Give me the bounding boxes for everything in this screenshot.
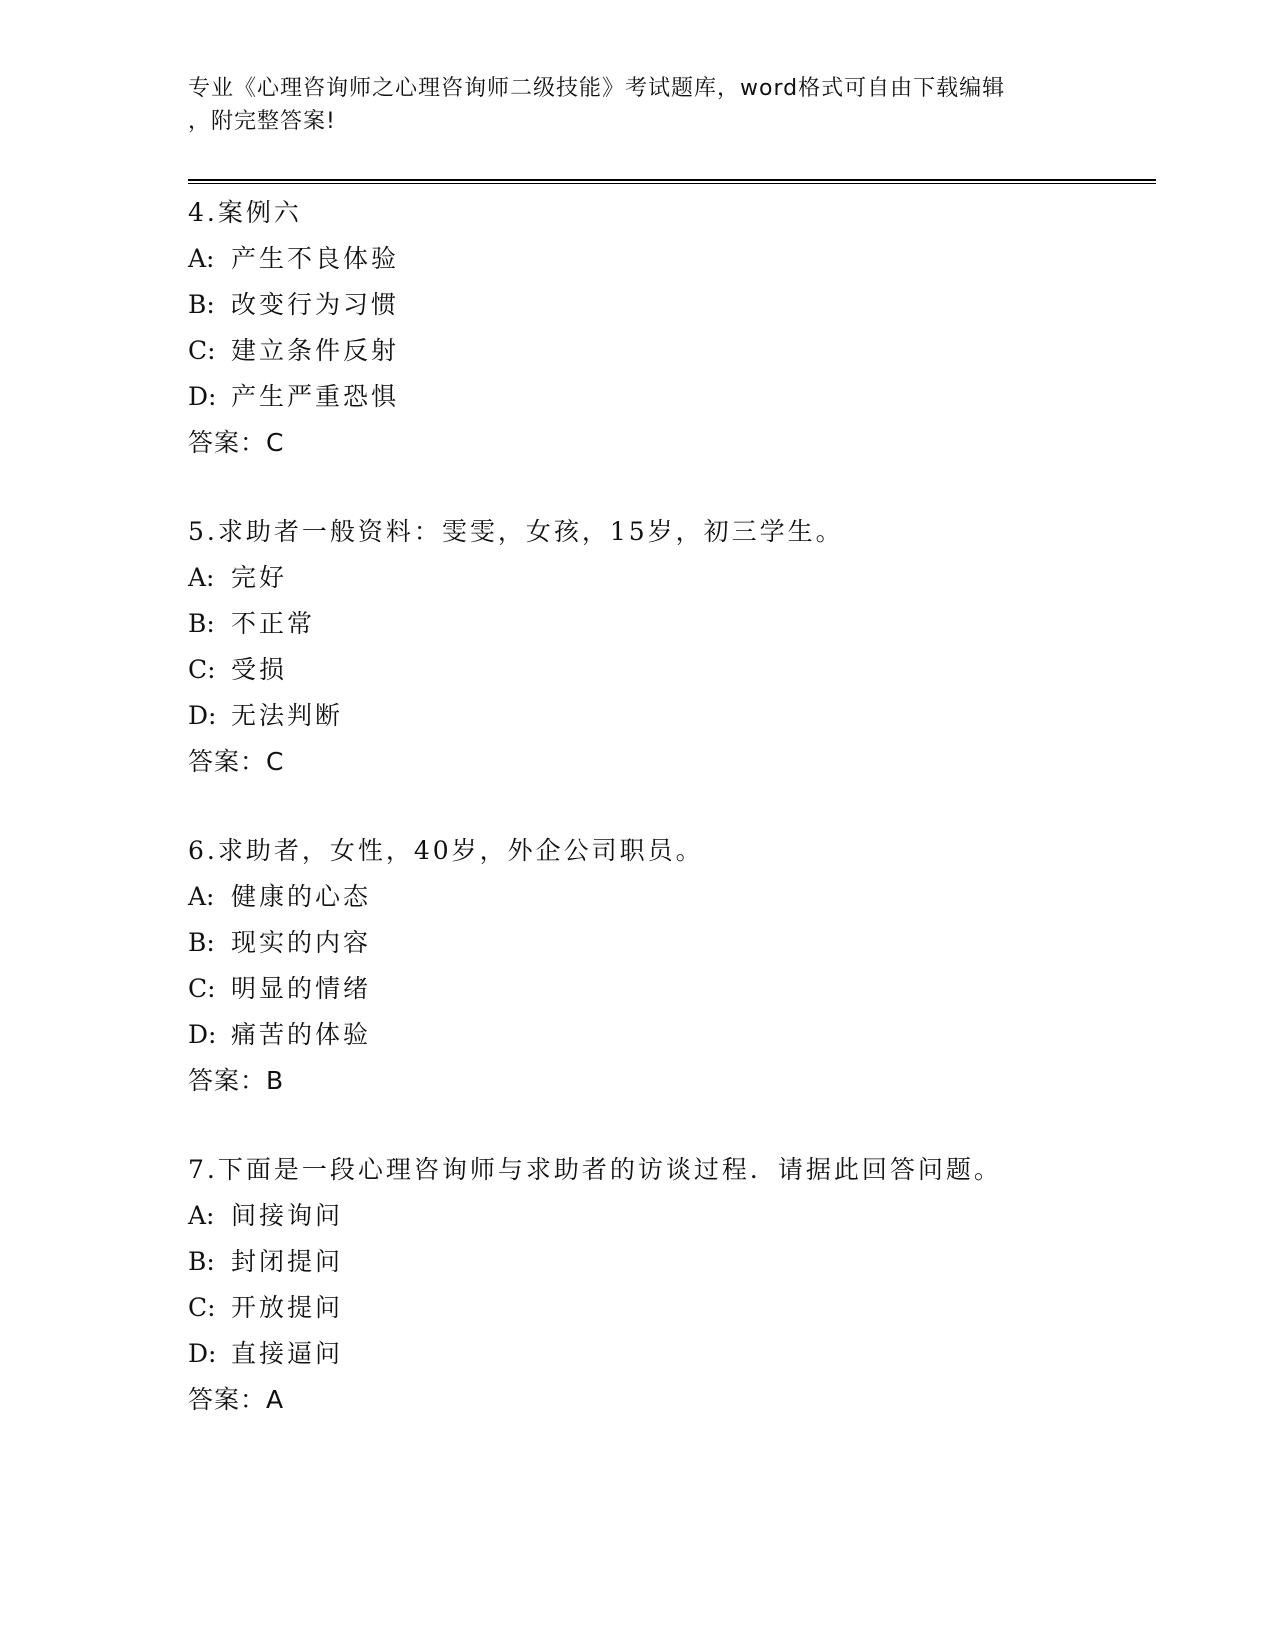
option-text: 产生不良体验: [231, 244, 400, 273]
option-a: [188, 555, 1148, 601]
option-key: A:: [188, 563, 215, 592]
option-d: [188, 374, 1148, 420]
option-a: [188, 1193, 1148, 1239]
option-key: B:: [188, 290, 215, 319]
answer-line: 答案：B: [188, 1066, 285, 1095]
option-key: D:: [188, 1020, 217, 1049]
option-key: D:: [188, 382, 217, 411]
document-header: [188, 72, 1088, 138]
option-c: [188, 966, 1148, 1012]
option-key: A:: [188, 1201, 215, 1230]
option-text: 痛苦的体验: [231, 1020, 372, 1049]
option-text: 无法判断: [231, 701, 344, 730]
option-d: [188, 693, 1148, 739]
option-key: B:: [188, 1247, 215, 1276]
header-divider-thin: [188, 183, 1156, 184]
header-line-1: 专业《心理咨询师之心理咨询师二级技能》考试题库，word格式可自由下载编辑: [188, 76, 1006, 101]
option-text: 开放提问: [231, 1293, 344, 1322]
question-item: [188, 509, 1148, 785]
option-text: 不正常: [231, 609, 316, 638]
option-text: 封闭提问: [231, 1247, 344, 1276]
option-b: [188, 920, 1148, 966]
answer-line: 答案：A: [188, 1385, 285, 1414]
option-b: [188, 1239, 1148, 1285]
question-title: 5.求助者一般资料：雯雯，女孩，15岁，初三学生。: [188, 517, 844, 546]
question-title: 4.案例六: [188, 198, 302, 227]
question-item: [188, 1147, 1148, 1423]
option-key: B:: [188, 609, 215, 638]
option-key: C:: [188, 1293, 216, 1322]
option-text: 现实的内容: [231, 928, 372, 957]
option-text: 明显的情绪: [231, 974, 372, 1003]
question-list: [188, 190, 1148, 1466]
option-c: [188, 328, 1148, 374]
question-title: 7.下面是一段心理咨询师与求助者的访谈过程．请据此回答问题。: [188, 1155, 1002, 1184]
option-text: 建立条件反射: [231, 336, 400, 365]
option-key: D:: [188, 701, 217, 730]
option-text: 间接询问: [231, 1201, 344, 1230]
option-text: 健康的心态: [231, 882, 372, 911]
option-key: A:: [188, 882, 215, 911]
option-a: [188, 874, 1148, 920]
question-item: [188, 828, 1148, 1104]
option-b: [188, 601, 1148, 647]
option-d: [188, 1331, 1148, 1377]
header-divider-thick: [188, 179, 1156, 181]
option-text: 直接逼问: [231, 1339, 344, 1368]
option-text: 产生严重恐惧: [231, 382, 400, 411]
answer-line: 答案：C: [188, 747, 285, 776]
option-key: C:: [188, 336, 216, 365]
option-text: 改变行为习惯: [231, 290, 400, 319]
option-b: [188, 282, 1148, 328]
answer-line: 答案：C: [188, 428, 285, 457]
question-item: [188, 190, 1148, 466]
option-d: [188, 1012, 1148, 1058]
option-key: C:: [188, 655, 216, 684]
option-key: A:: [188, 244, 215, 273]
question-title: 6.求助者，女性，40岁，外企公司职员。: [188, 836, 704, 865]
header-line-2: ，附完整答案!: [188, 109, 336, 134]
option-text: 受损: [231, 655, 288, 684]
option-key: D:: [188, 1339, 217, 1368]
option-text: 完好: [231, 563, 288, 592]
option-c: [188, 1285, 1148, 1331]
option-a: [188, 236, 1148, 282]
option-key: C:: [188, 974, 216, 1003]
option-c: [188, 647, 1148, 693]
option-key: B:: [188, 928, 215, 957]
